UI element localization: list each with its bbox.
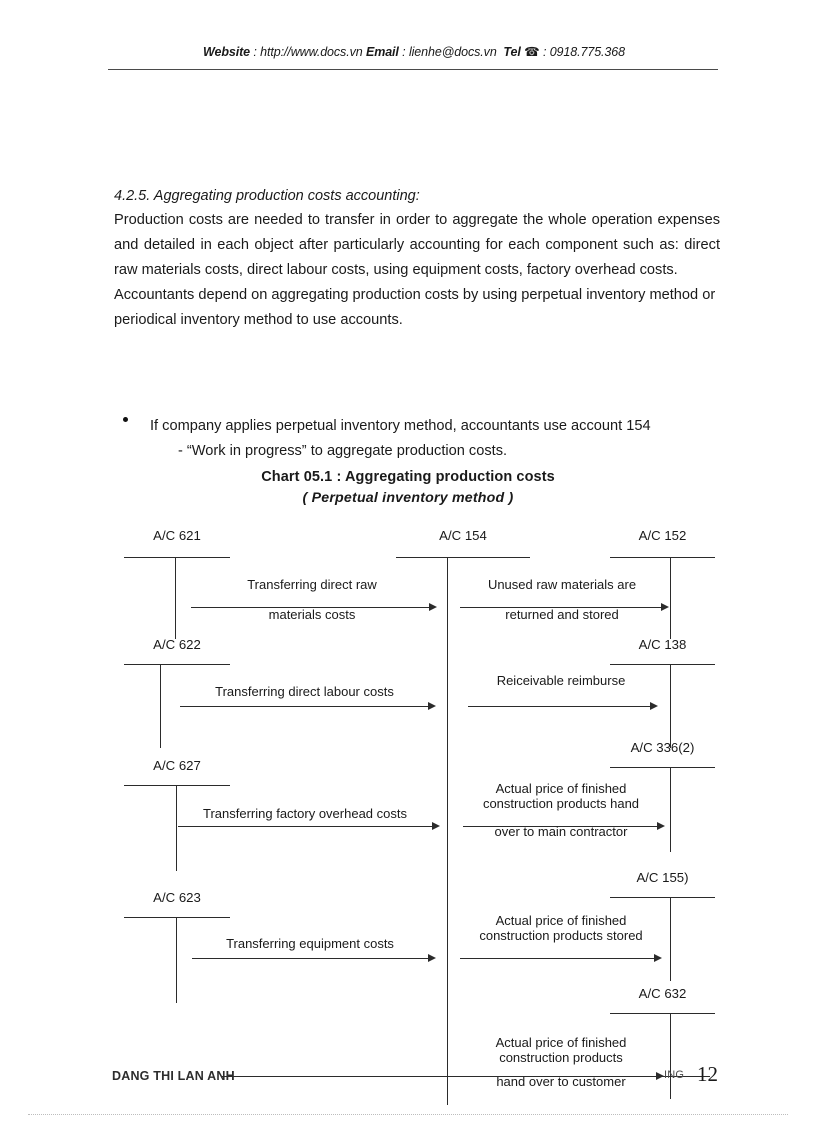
flow-arrow-627-154: [178, 826, 432, 827]
t-bar-152: [610, 557, 715, 558]
header-email-label: Email: [365, 45, 399, 59]
header-tel-label: Tel: [503, 45, 521, 59]
header-email-value: lienhe@docs.vn: [408, 45, 497, 59]
flow-caption-621-154-line1: Transferring direct raw: [247, 577, 377, 592]
header-tel-sep: :: [539, 45, 550, 59]
t-stem-154: [447, 557, 448, 1105]
t-stem-336: [670, 767, 671, 852]
chart-subtitle: ( Perpetual inventory method ): [302, 490, 514, 506]
header-website-label: Website: [203, 45, 251, 59]
account-label-155: A/C 155): [636, 870, 689, 885]
t-bar-623: [124, 917, 230, 918]
t-stem-155: [670, 897, 671, 981]
t-stem-627: [176, 785, 177, 871]
section-heading: 4.2.5. Aggregating production costs accounting:: [114, 188, 420, 204]
t-bar-138: [610, 664, 715, 665]
flow-arrow-623-154: [192, 958, 428, 959]
t-bar-155: [610, 897, 715, 898]
page-bottom-dotted-line: [28, 1114, 788, 1115]
flow-arrowhead-154-336: [657, 822, 665, 830]
t-stem-622: [160, 664, 161, 748]
telephone-icon: ☎: [524, 45, 540, 59]
t-stem-152: [670, 557, 671, 639]
account-label-621: A/C 621: [153, 528, 201, 543]
account-label-152: A/C 152: [638, 528, 687, 543]
footer-author-name: DANG THI LAN ANH: [112, 1069, 235, 1083]
flow-arrowhead-623-154: [428, 954, 436, 962]
flow-caption-154-632-line1: Actual price of finished: [495, 1035, 627, 1050]
header-email-sep: :: [398, 45, 409, 59]
account-label-154: A/C 154: [439, 528, 487, 543]
header-tel-value: 0918.775.368: [549, 45, 625, 59]
t-stem-621: [175, 557, 176, 639]
account-label-632: A/C 632: [638, 986, 687, 1001]
flow-caption-154-336-line1: Actual price of finished: [495, 781, 627, 796]
t-bar-632: [610, 1013, 715, 1014]
footer-divider: [222, 1076, 710, 1077]
flow-caption-154-336-line3: over to main contractor: [494, 824, 628, 839]
flow-arrow-154-138: [468, 706, 653, 707]
flow-arrow-154-155: [460, 958, 657, 959]
flow-caption-154-632-line2: construction products: [499, 1050, 623, 1065]
t-bar-627: [124, 785, 230, 786]
account-label-622: A/C 622: [153, 637, 201, 652]
t-bar-621: [124, 557, 230, 558]
account-label-336: A/C 336(2): [630, 740, 695, 755]
account-label-627: A/C 627: [153, 758, 201, 773]
flow-caption-622-154: Transferring direct labour costs: [215, 684, 394, 699]
flow-caption-154-155-line2: construction products stored: [479, 928, 643, 943]
flow-caption-621-154-line2: materials costs: [268, 607, 356, 622]
flow-caption-154-155-line1: Actual price of finished: [495, 913, 627, 928]
flow-caption-154-152-line1: Unused raw materials are: [487, 577, 637, 592]
page-number: 12: [697, 1062, 718, 1086]
account-label-623: A/C 623: [153, 890, 201, 905]
t-bar-154: [396, 557, 530, 558]
flow-arrowhead-154-138: [650, 702, 658, 710]
flow-arrowhead-154-155: [654, 954, 662, 962]
flow-caption-154-336-line2: construction products hand: [482, 796, 640, 811]
t-bar-622: [124, 664, 230, 665]
flow-caption-154-138: Reiceivable reimburse: [496, 673, 626, 688]
flow-arrowhead-621-154: [429, 603, 437, 611]
flow-caption-154-632-line3: hand over to customer: [496, 1074, 626, 1089]
bullet-text: If company applies perpetual inventory method, accountants use account 154: [150, 418, 651, 434]
chart-title: Chart 05.1 : Aggregating production costs: [261, 469, 555, 485]
header-website-sep: :: [250, 45, 261, 59]
t-stem-138: [670, 664, 671, 748]
body-paragraph-2: Accountants depend on aggregating production costs by using perpetual inventory method or periodical inventory method to use accounts.: [114, 287, 716, 328]
body-paragraph-1: Production costs are needed to transfer in order to aggregate the whole operation expenses and detailed in each object after particularly accounting for each component such as: direct raw materials costs, direct labour costs, using equipment costs, factory overhead costs.: [114, 212, 720, 278]
flow-arrowhead-627-154: [432, 822, 440, 830]
footer-ghost-text: ING: [664, 1069, 685, 1081]
header-website-url: http://www.docs.vn: [260, 45, 363, 59]
bullet-subtext: - “Work in progress” to aggregate production costs.: [178, 443, 508, 459]
account-label-138: A/C 138: [638, 637, 687, 652]
flow-caption-627-154: Transferring factory overhead costs: [203, 806, 407, 821]
flow-caption-154-152-line2: returned and stored: [505, 607, 619, 622]
flow-arrow-622-154: [180, 706, 428, 707]
flow-arrowhead-622-154: [428, 702, 436, 710]
t-bar-336: [610, 767, 715, 768]
t-stem-632: [670, 1013, 671, 1099]
flow-arrowhead-154-152: [661, 603, 669, 611]
t-stem-623: [176, 917, 177, 1003]
flow-caption-623-154: Transferring equipment costs: [226, 936, 394, 951]
